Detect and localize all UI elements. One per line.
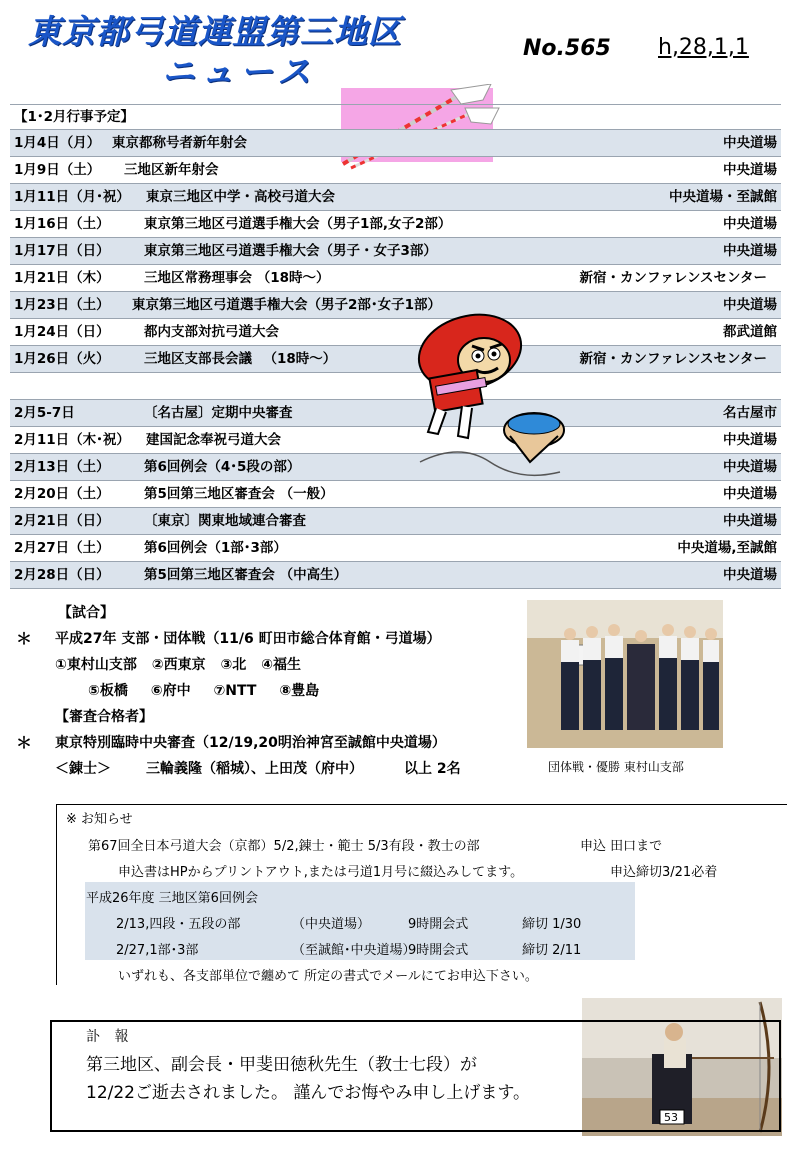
schedule-event: 東京第三地区弓道選手権大会（男子2部･女子1部）	[132, 297, 442, 313]
schedule-venue: 中央道場	[723, 459, 777, 475]
notice-line-1-right: 申込 田口まで	[580, 839, 663, 854]
bib-number: 53	[664, 1111, 678, 1124]
schedule-venue: 名古屋市	[723, 405, 777, 421]
match-heading: 【試合】	[58, 605, 114, 621]
notice-heading: ※ お知らせ	[66, 812, 133, 827]
schedule-event: 〔東京〕関東地域連合審査	[144, 513, 306, 529]
notice-line-2-right: 申込締切3/21必着	[610, 865, 718, 880]
schedule-event: 三地区新年射会	[124, 162, 219, 178]
reikai-time: 9時開会式	[408, 917, 469, 932]
schedule-date: 1月16日（土）	[14, 216, 110, 232]
schedule-row	[10, 211, 781, 238]
bullet-star: ＊	[16, 629, 33, 648]
pass-count: 以上 2名	[404, 761, 461, 777]
reikai-date: 2/13,四段・五段の部	[116, 917, 241, 932]
newsletter-title: 東京都弓道連盟第三地区	[28, 12, 402, 51]
issue-number: No.565	[523, 36, 611, 61]
schedule-date: 1月21日（木）	[14, 270, 110, 286]
schedule-row	[10, 373, 781, 400]
schedule-date: 2月28日（日）	[14, 567, 110, 583]
schedule-heading: 【1･2月行事予定】	[14, 109, 135, 125]
issue-date: h,28,1,1	[658, 35, 749, 60]
schedule-venue: 都武道館	[723, 324, 777, 340]
schedule-event: 建国記念奉祝弓道大会	[146, 432, 281, 448]
schedule-event: 東京第三地区弓道選手権大会（男子・女子3部）	[144, 243, 437, 259]
ranking-line-1: ①東村山支部 ②西東京 ③北 ④福生	[55, 657, 302, 673]
schedule-venue: 新宿・カンファレンスセンター	[579, 270, 767, 286]
schedule-event: 第6回例会（1部･3部）	[144, 540, 287, 556]
reikai-deadline: 締切 1/30	[522, 917, 582, 932]
schedule-event: 第5回第三地区審査会 （一般）	[144, 486, 334, 502]
schedule-event: 第6回例会（4･5段の部）	[144, 459, 301, 475]
schedule-venue: 中央道場	[723, 567, 777, 583]
schedule-venue: 中央道場	[723, 513, 777, 529]
ranking-line-2: ⑤板橋 ⑥府中 ⑦NTT ⑧豊島	[88, 683, 320, 699]
schedule-date: 2月27日（土）	[14, 540, 110, 556]
team-photo	[527, 600, 723, 748]
match-title: 平成27年 支部・団体戦（11/6 町田市総合体育館・弓道場）	[55, 631, 441, 647]
schedule-event: 東京三地区中学・高校弓道大会	[146, 189, 335, 205]
schedule-venue: 中央道場	[723, 216, 777, 232]
schedule-row	[10, 238, 781, 265]
schedule-event: 東京都称号者新年射会	[112, 135, 247, 151]
obituary-line-1: 第三地区、副会長・甲斐田徳秋先生（教士七段）が	[86, 1055, 477, 1075]
schedule-venue: 中央道場,至誠館	[677, 540, 777, 556]
pass-title: 東京特別臨時中央審査（12/19,20明治神宮至誠館中央道場）	[55, 735, 446, 751]
schedule-venue: 中央道場	[723, 243, 777, 259]
reikai-venue: （至誠館･中央道場）	[292, 943, 416, 958]
schedule-table	[10, 104, 781, 589]
notice-line-1: 第67回全日本弓道大会（京都）5/2,錬士・範士 5/3有段・教士の部	[88, 839, 480, 854]
schedule-row	[10, 292, 781, 319]
newsletter-subtitle: ニュース	[162, 52, 317, 91]
schedule-row	[10, 508, 781, 535]
schedule-event: 東京第三地区弓道選手権大会（男子1部,女子2部）	[144, 216, 452, 232]
reikai-venue: （中央道場）	[292, 917, 371, 932]
schedule-event: 〔名古屋〕定期中央審査	[144, 405, 293, 421]
schedule-row	[10, 481, 781, 508]
notice-line-2: 申込書はHPからプリントアウト,または弓道1月号に綴込みしてます。	[118, 865, 524, 880]
obituary-line-2: 12/22ご逝去されました。 謹んでお悔やみ申し上げます。	[86, 1083, 531, 1103]
schedule-date: 2月11日（木･祝）	[14, 432, 130, 448]
schedule-row	[10, 535, 781, 562]
schedule-date: 1月23日（土）	[14, 297, 110, 313]
pass-heading: 【審査合格者】	[55, 709, 153, 725]
schedule-heading-row	[10, 104, 781, 130]
schedule-row	[10, 562, 781, 589]
schedule-row	[10, 427, 781, 454]
schedule-row	[10, 319, 781, 346]
schedule-row	[10, 184, 781, 211]
reikai-date: 2/27,1部･3部	[116, 943, 199, 958]
schedule-date: 1月26日（火）	[14, 351, 110, 367]
schedule-venue: 中央道場	[723, 162, 777, 178]
notice-footer: いずれも、各支部単位で纏めて 所定の書式でメールにてお申込下さい。	[118, 969, 538, 984]
schedule-date: 2月20日（土）	[14, 486, 110, 502]
schedule-date: 1月4日（月）	[14, 135, 101, 151]
schedule-event: 三地区常務理事会 （18時～）	[144, 270, 330, 286]
obituary-heading: 訃 報	[86, 1029, 129, 1045]
schedule-row	[10, 346, 781, 373]
schedule-date: 2月21日（日）	[14, 513, 110, 529]
schedule-row	[10, 157, 781, 184]
schedule-row	[10, 400, 781, 427]
photo-caption: 団体戦・優勝 東村山支部	[548, 760, 684, 774]
schedule-venue: 新宿・カンファレンスセンター	[579, 351, 767, 367]
pass-names: 三輪義隆（稲城）、上田茂（府中）	[146, 761, 363, 777]
schedule-row	[10, 130, 781, 157]
schedule-date: 1月9日（土）	[14, 162, 101, 178]
obituary-box	[50, 1020, 781, 1132]
schedule-venue: 中央道場・至誠館	[669, 189, 777, 205]
schedule-event: 第5回第三地区審査会 （中高生）	[144, 567, 348, 583]
reikai-deadline: 締切 2/11	[522, 943, 582, 958]
reikai-title: 平成26年度 三地区第6回例会	[86, 891, 258, 906]
schedule-venue: 中央道場	[723, 135, 777, 151]
schedule-venue: 中央道場	[723, 297, 777, 313]
schedule-event: 都内支部対抗弓道大会	[144, 324, 279, 340]
bullet-star: ＊	[16, 733, 33, 752]
schedule-date: 1月17日（日）	[14, 243, 110, 259]
schedule-venue: 中央道場	[723, 432, 777, 448]
schedule-row	[10, 265, 781, 292]
schedule-date: 1月11日（月･祝）	[14, 189, 130, 205]
schedule-date: 2月13日（土）	[14, 459, 110, 475]
reikai-time: 9時開会式	[408, 943, 469, 958]
schedule-event: 三地区支部長会議 （18時～）	[144, 351, 337, 367]
schedule-date: 2月5-7日	[14, 405, 75, 421]
schedule-row	[10, 454, 781, 481]
daruma-top-icon	[410, 312, 570, 482]
pass-rank: ＜錬士＞	[55, 761, 111, 777]
schedule-venue: 中央道場	[723, 486, 777, 502]
schedule-date: 1月24日（日）	[14, 324, 110, 340]
